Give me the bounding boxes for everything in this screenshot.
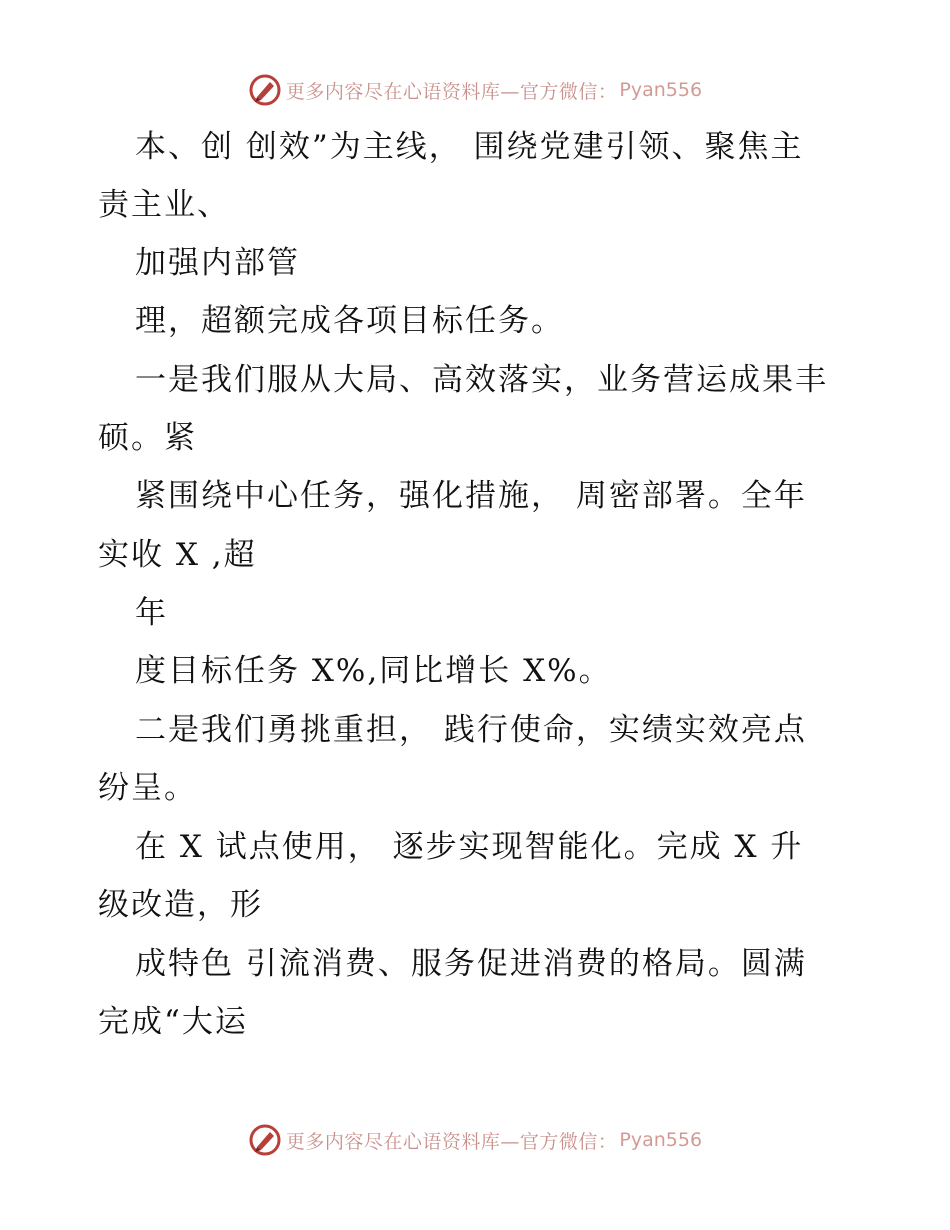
watermark-id: Pyan556 [619, 1129, 703, 1151]
paragraph-line: 度目标任务 X%,同比增长 X%。 [135, 653, 612, 689]
paragraph-line: 实收 X ,超 [98, 537, 257, 573]
watermark-text: 更多内容尽在心语资料库—官方微信： [285, 1130, 618, 1153]
pen-logo-icon [248, 1123, 282, 1157]
paragraph-line: 级改造，形 [98, 887, 263, 923]
paragraph-line: 成特色 引流消费、服务促进消费的格局。圆满 [135, 946, 807, 982]
watermark-text: 更多内容尽在心语资料库—官方微信： [285, 80, 618, 103]
paragraph-line: 完成“大运 [98, 1004, 248, 1040]
paragraph-line: 本、创 创效”为主线， 围绕党建引领、聚焦主 [135, 129, 804, 165]
paragraph-line: 年 [135, 595, 168, 631]
pen-logo-icon [248, 73, 282, 107]
paragraph-line: 责主业、 [98, 187, 230, 223]
paragraph-line: 一是我们服从大局、高效落实，业务营运成果丰 [135, 362, 828, 398]
paragraph-line: 理，超额完成各项目标任务。 [135, 303, 564, 339]
paragraph-line: 加强内部管 [135, 245, 300, 281]
paragraph-line: 紧围绕中心任务，强化措施， 周密部署。全年 [135, 478, 807, 514]
paragraph-line: 在 X 试点使用， 逐步实现智能化。完成 X 升 [135, 829, 804, 865]
paragraph-line: 硕。紧 [98, 420, 197, 456]
header-watermark [0, 70, 950, 110]
footer-watermark [0, 1120, 950, 1160]
watermark-id: Pyan556 [619, 79, 703, 101]
paragraph-line: 二是我们勇挑重担， 践行使命，实绩实效亮点 [135, 712, 807, 748]
paragraph-line: 纷呈。 [98, 770, 197, 806]
